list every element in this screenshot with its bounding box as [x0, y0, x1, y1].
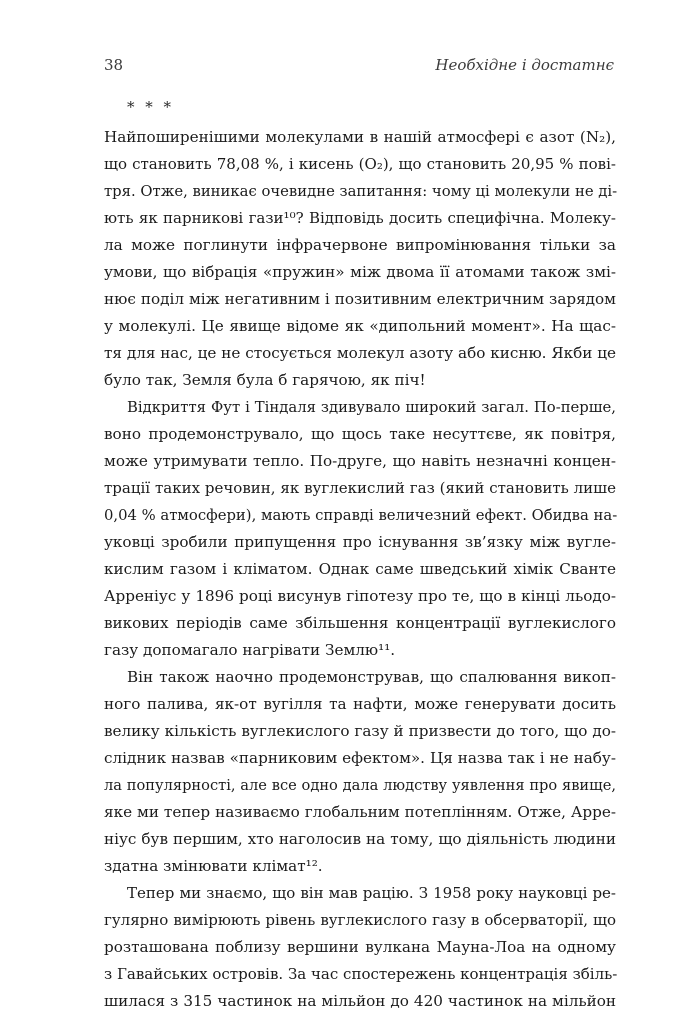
section-separator: * * * [127, 98, 175, 116]
text-line: тя для нас, це не стосується молекул азоту або кисню. Якби це [104, 344, 616, 362]
text-line: ніус був першим, хто наголосив на тому, що діяльність людини [104, 830, 616, 848]
text-line: Арреніус у 1896 році висунув гіпотезу про те, що в кінці льодо- [104, 587, 616, 605]
text-line: яке ми тепер називаємо глобальним потеплінням. Отже, Арре- [104, 803, 616, 821]
text-line: газу допомагало нагрівати Землю¹¹. [104, 641, 396, 659]
text-line: 0,04 % атмосфери), мають справді величезний ефект. Обидва на- [104, 507, 618, 524]
page-header [104, 56, 614, 80]
text-line: викових періодів саме збільшення концентрації вуглекислого [104, 614, 616, 632]
text-line: Тепер ми знаємо, що він мав рацію. З 1958 року науковці ре- [127, 884, 616, 902]
text-line: ла популярності, але все одно дала людству уявлення про явище, [104, 777, 616, 794]
text-line: Він також наочно продемонстрував, що спалювання викоп- [127, 668, 616, 686]
text-line: умови, що вібрація «пружин» між двома її атомами також змі- [104, 263, 616, 281]
text-line: шилася з 315 частинок на мільйон до 420 частинок на мільйон [104, 992, 616, 1010]
text-line: здатна змінювати клімат¹². [104, 857, 323, 875]
page-number: 38 [104, 56, 124, 74]
text-line: може утримувати тепло. По-друге, що навіть незначні концен- [104, 452, 616, 470]
text-line: ного палива, як-от вугілля та нафти, може генерувати досить [104, 695, 616, 713]
running-title: Необхідне і достатнє [435, 56, 614, 74]
text-line: було так, Земля була б гарячою, як піч! [104, 371, 426, 389]
text-line: воно продемонструвало, що щось таке несуттєве, як повітря, [104, 425, 616, 443]
text-line: Найпоширенішими молекулами в нашій атмосфері є азот (N₂), [104, 128, 616, 146]
text-line: що становить 78,08 %, і кисень (O₂), що становить 20,95 % пові- [104, 155, 616, 173]
text-line: кислим газом і кліматом. Однак саме шведський хімік Сванте [104, 560, 616, 578]
text-line: велику кількість вуглекислого газу й призвести до того, що до- [104, 722, 616, 740]
text-line: нює поділ між негативним і позитивним електричним зарядом [104, 290, 616, 308]
text-line: тря. Отже, виникає очевидне запитання: чому ці молекули не ді- [104, 183, 618, 200]
text-line: трації таких речовин, як вуглекислий газ (який становить лише [104, 479, 616, 497]
text-line: у молекулі. Це явище відоме як «дипольний момент». На щас- [104, 317, 616, 335]
text-line: з Гавайських островів. За час спостережень концентрація збіль- [104, 965, 618, 983]
text-line: слідник назвав «парниковим ефектом». Ця назва так і не набу- [104, 749, 616, 767]
text-line: Відкриття Фут і Тіндаля здивувало широкий загал. По-перше, [127, 399, 616, 416]
text-line: гулярно вимірюють рівень вуглекислого газу в обсерваторії, що [104, 911, 616, 929]
text-line: розташована поблизу вершини вулкана Мауна-Лоа на одному [104, 938, 616, 956]
text-line: уковці зробили припущення про існування зв’язку між вугле- [104, 533, 616, 551]
body-text [104, 124, 616, 1015]
text-line: ла може поглинути інфрачервоне випромінювання тільки за [104, 236, 616, 254]
text-line: ють як парникові гази¹⁰? Відповідь досить специфічна. Молеку- [104, 209, 616, 227]
